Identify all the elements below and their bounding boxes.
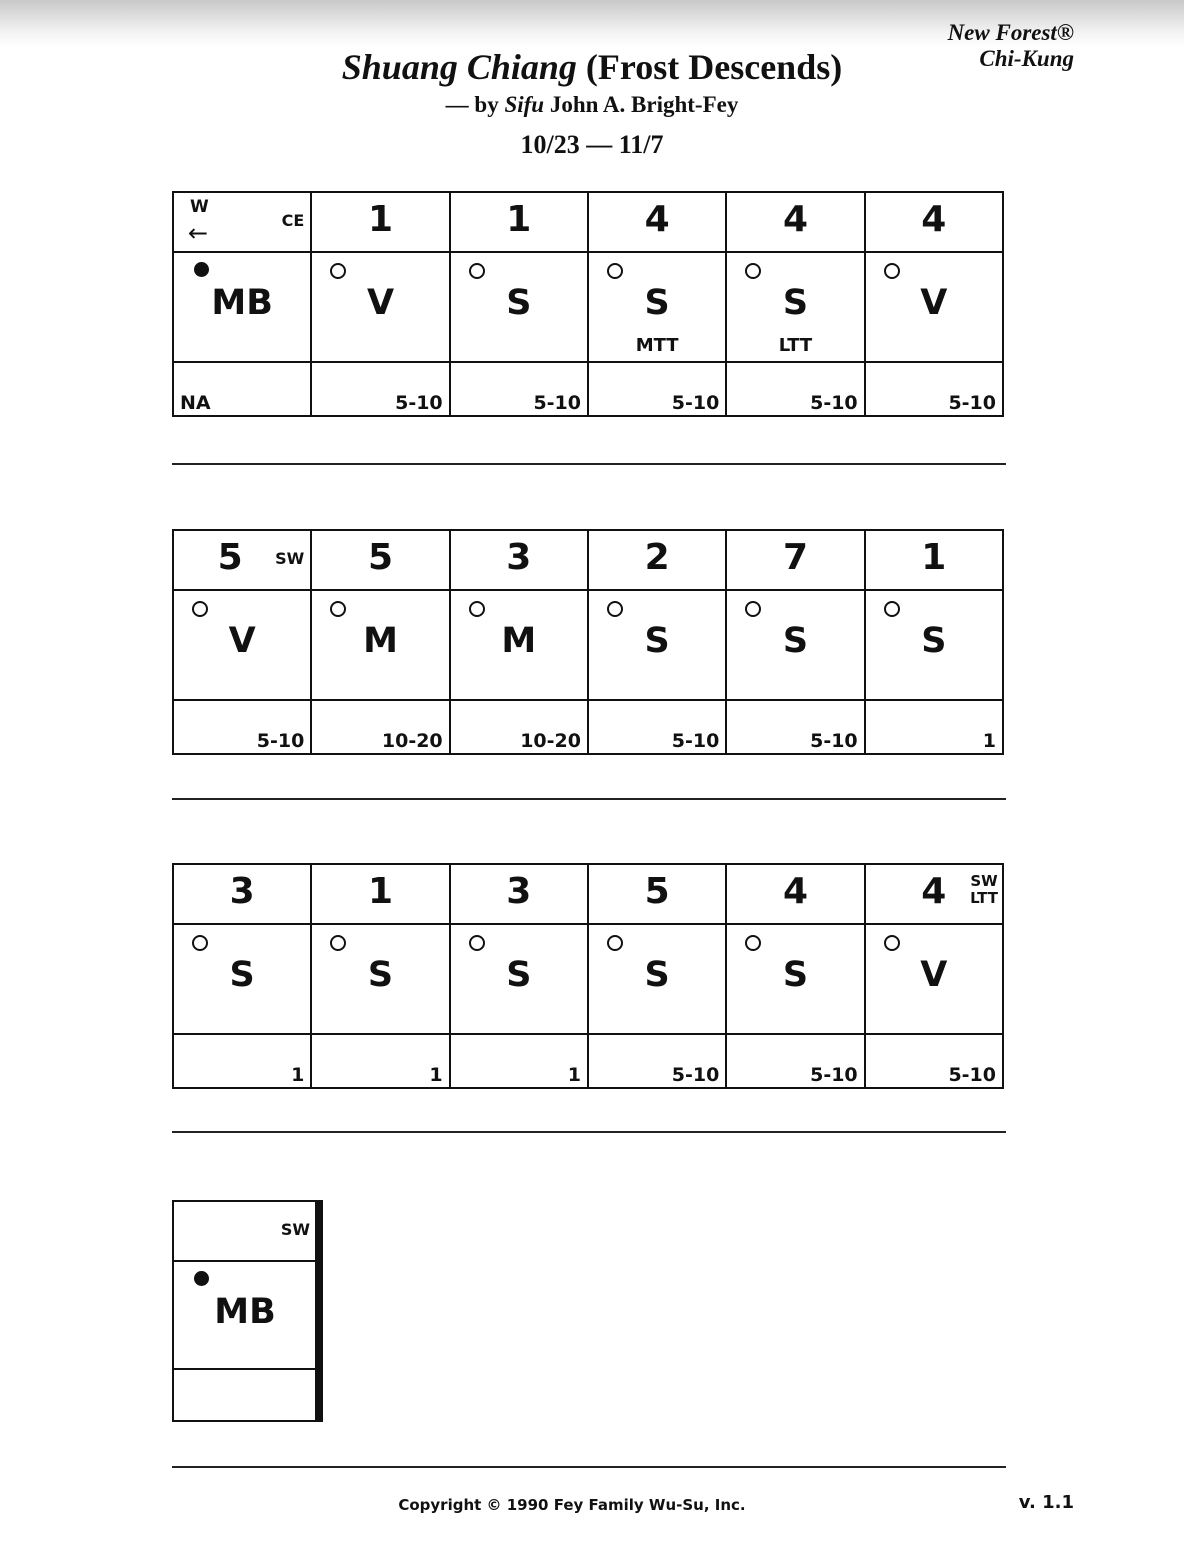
notes-line bbox=[172, 1131, 1006, 1133]
reps-value: 5-10 bbox=[948, 1064, 996, 1086]
open-circle-icon bbox=[884, 935, 900, 951]
reps-cell bbox=[865, 700, 1003, 754]
open-circle-icon bbox=[745, 935, 761, 951]
count-number: 5 bbox=[367, 537, 394, 578]
copyright-notice: Copyright © 1990 Fey Family Wu-Su, Inc. bbox=[398, 1496, 746, 1514]
reps-value: 5-10 bbox=[533, 392, 581, 414]
posture-cell bbox=[450, 252, 588, 362]
posture-letter: S bbox=[782, 955, 809, 995]
reps-cell bbox=[450, 700, 588, 754]
posture-letter: MB bbox=[214, 1292, 276, 1332]
title-plain: (Frost Descends) bbox=[576, 47, 843, 87]
count-cell bbox=[588, 192, 726, 252]
byline-italic: Sifu bbox=[504, 92, 545, 117]
open-circle-icon bbox=[607, 263, 623, 279]
open-circle-icon bbox=[607, 601, 623, 617]
count-number: 7 bbox=[782, 537, 808, 578]
filled-dot-icon bbox=[194, 262, 209, 277]
reps-cell bbox=[726, 362, 864, 416]
arrow-left-icon: ← bbox=[188, 219, 209, 247]
posture-letter: V bbox=[366, 283, 395, 323]
posture-letter: M bbox=[363, 621, 398, 661]
reps-value: 1 bbox=[429, 1064, 443, 1086]
byline bbox=[0, 92, 1184, 118]
count-cell bbox=[450, 864, 588, 924]
posture-cell bbox=[726, 590, 864, 700]
posture-letter: S bbox=[506, 955, 532, 995]
posture-letter: M bbox=[501, 621, 537, 661]
filled-dot-icon bbox=[194, 1271, 209, 1286]
posture-letter: S bbox=[229, 955, 255, 995]
count-number: 1 bbox=[506, 199, 532, 240]
posture-cell bbox=[865, 252, 1003, 362]
posture-letter: S bbox=[644, 283, 670, 323]
posture-cell bbox=[450, 924, 588, 1034]
direction-label: SW bbox=[280, 1220, 310, 1239]
count-number: 1 bbox=[367, 199, 394, 240]
count-cell bbox=[588, 864, 726, 924]
posture-cell bbox=[173, 590, 311, 700]
count-cell bbox=[588, 530, 726, 590]
count-cell bbox=[865, 530, 1003, 590]
posture-letter: V bbox=[228, 621, 256, 661]
reps-value: 1 bbox=[291, 1064, 305, 1086]
reps-cell bbox=[173, 700, 311, 754]
open-circle-icon bbox=[469, 263, 485, 279]
open-circle-icon bbox=[330, 601, 346, 617]
reps-value: 10-20 bbox=[520, 730, 581, 752]
reps-value: 10-20 bbox=[381, 730, 443, 752]
reps-cell bbox=[726, 700, 864, 754]
reps-cell bbox=[588, 1034, 726, 1088]
posture-cell bbox=[865, 590, 1003, 700]
direction-label-line2: LTT bbox=[970, 889, 998, 907]
open-circle-icon bbox=[884, 601, 900, 617]
posture-cell bbox=[726, 924, 864, 1034]
posture-note: MTT bbox=[635, 335, 679, 356]
count-cell bbox=[450, 192, 588, 252]
count-cell bbox=[726, 530, 864, 590]
closing-posture-card bbox=[172, 1200, 318, 1422]
posture-cell bbox=[173, 924, 311, 1034]
start-header-cell bbox=[173, 192, 311, 252]
reps-value: 1 bbox=[567, 1064, 581, 1086]
reps-value: 5-10 bbox=[948, 392, 996, 414]
notes-line bbox=[172, 463, 1006, 465]
count-number: 3 bbox=[506, 537, 532, 578]
posture-cell bbox=[311, 590, 449, 700]
reps-value: 5-10 bbox=[810, 1064, 858, 1086]
posture-letter: S bbox=[506, 283, 532, 323]
page-title bbox=[0, 46, 1184, 88]
count-cell bbox=[726, 192, 864, 252]
posture-letter: S bbox=[782, 283, 809, 323]
posture-letter: S bbox=[921, 621, 947, 661]
posture-cell bbox=[450, 590, 588, 700]
reps-cell bbox=[311, 1034, 449, 1088]
open-circle-icon bbox=[192, 601, 208, 617]
open-circle-icon bbox=[469, 935, 485, 951]
count-cell bbox=[173, 1201, 317, 1261]
open-circle-icon bbox=[884, 263, 900, 279]
count-cell bbox=[173, 530, 311, 590]
count-number: 3 bbox=[229, 871, 255, 912]
sequence-row-2 bbox=[172, 529, 1004, 755]
na-label: NA bbox=[180, 392, 211, 414]
notes-line bbox=[172, 1466, 1006, 1468]
count-number: 4 bbox=[782, 871, 808, 912]
count-number: 4 bbox=[644, 199, 670, 240]
reps-value: 5-10 bbox=[810, 392, 858, 414]
reps-cell bbox=[173, 1369, 317, 1421]
count-cell bbox=[311, 864, 449, 924]
title-italic: Shuang Chiang bbox=[341, 47, 577, 87]
posture-cell bbox=[588, 924, 726, 1034]
direction-label-line1: SW bbox=[970, 872, 998, 890]
count-cell bbox=[311, 192, 449, 252]
direction-label: CE bbox=[281, 211, 305, 230]
posture-cell bbox=[588, 252, 726, 362]
count-cell bbox=[311, 530, 449, 590]
sequence-row-1 bbox=[172, 191, 1004, 417]
posture-letter: S bbox=[367, 955, 394, 995]
west-label: W bbox=[190, 197, 209, 217]
brand-line2: Chi-Kung bbox=[979, 46, 1074, 71]
reps-cell bbox=[450, 362, 588, 416]
version-label: v. 1.1 bbox=[1018, 1492, 1074, 1513]
reps-value: 5-10 bbox=[671, 1064, 720, 1086]
reps-value: 1 bbox=[982, 730, 996, 752]
posture-cell bbox=[865, 924, 1003, 1034]
direction-label bbox=[970, 873, 998, 907]
reps-cell bbox=[865, 362, 1003, 416]
count-cell bbox=[173, 864, 311, 924]
open-circle-icon bbox=[192, 935, 208, 951]
reps-cell bbox=[311, 362, 449, 416]
notes-line bbox=[172, 798, 1006, 800]
direction-label: SW bbox=[275, 549, 305, 568]
reps-cell bbox=[450, 1034, 588, 1088]
reps-value: 5-10 bbox=[671, 392, 720, 414]
open-circle-icon bbox=[607, 935, 623, 951]
posture-cell bbox=[311, 252, 449, 362]
posture-cell bbox=[311, 924, 449, 1034]
posture-cell bbox=[173, 252, 311, 362]
posture-letter: MB bbox=[211, 283, 273, 323]
count-cell bbox=[726, 864, 864, 924]
posture-cell bbox=[726, 252, 864, 362]
count-number: 4 bbox=[782, 199, 808, 240]
posture-note: LTT bbox=[778, 335, 813, 356]
open-circle-icon bbox=[330, 935, 346, 951]
posture-cell bbox=[588, 590, 726, 700]
open-circle-icon bbox=[745, 601, 761, 617]
count-number: 1 bbox=[921, 537, 947, 578]
count-cell bbox=[865, 864, 1003, 924]
posture-letter: S bbox=[644, 955, 670, 995]
count-number: 2 bbox=[644, 537, 670, 578]
end-bar bbox=[315, 1200, 323, 1422]
posture-letter: S bbox=[644, 621, 670, 661]
byline-suffix: John A. Bright-Fey bbox=[544, 92, 739, 117]
count-number: 3 bbox=[506, 871, 532, 912]
reps-cell bbox=[588, 700, 726, 754]
reps-cell bbox=[173, 1034, 311, 1088]
reps-cell bbox=[865, 1034, 1003, 1088]
reps-cell bbox=[311, 700, 449, 754]
count-cell bbox=[450, 530, 588, 590]
count-cell bbox=[865, 192, 1003, 252]
reps-cell bbox=[173, 362, 311, 416]
reps-value: 5-10 bbox=[256, 730, 305, 752]
reps-value: 5-10 bbox=[395, 392, 443, 414]
date-range: 10/23 — 11/7 bbox=[520, 130, 664, 159]
reps-value: 5-10 bbox=[810, 730, 858, 752]
posture-letter: V bbox=[920, 955, 948, 995]
reps-value: 5-10 bbox=[671, 730, 720, 752]
count-number: 4 bbox=[921, 199, 947, 240]
byline-prefix: — by bbox=[445, 92, 505, 117]
posture-letter: V bbox=[920, 283, 948, 323]
count-number: 5 bbox=[644, 871, 670, 912]
open-circle-icon bbox=[330, 263, 346, 279]
count-number: 4 bbox=[921, 871, 947, 912]
open-circle-icon bbox=[469, 601, 485, 617]
reps-cell bbox=[588, 362, 726, 416]
sequence-row-3 bbox=[172, 863, 1004, 1089]
count-number: 5 bbox=[217, 537, 243, 578]
posture-cell bbox=[173, 1261, 317, 1369]
brand-line1: New Forest® bbox=[947, 20, 1074, 45]
posture-letter: S bbox=[782, 621, 809, 661]
reps-cell bbox=[726, 1034, 864, 1088]
open-circle-icon bbox=[745, 263, 761, 279]
count-number: 1 bbox=[367, 871, 394, 912]
